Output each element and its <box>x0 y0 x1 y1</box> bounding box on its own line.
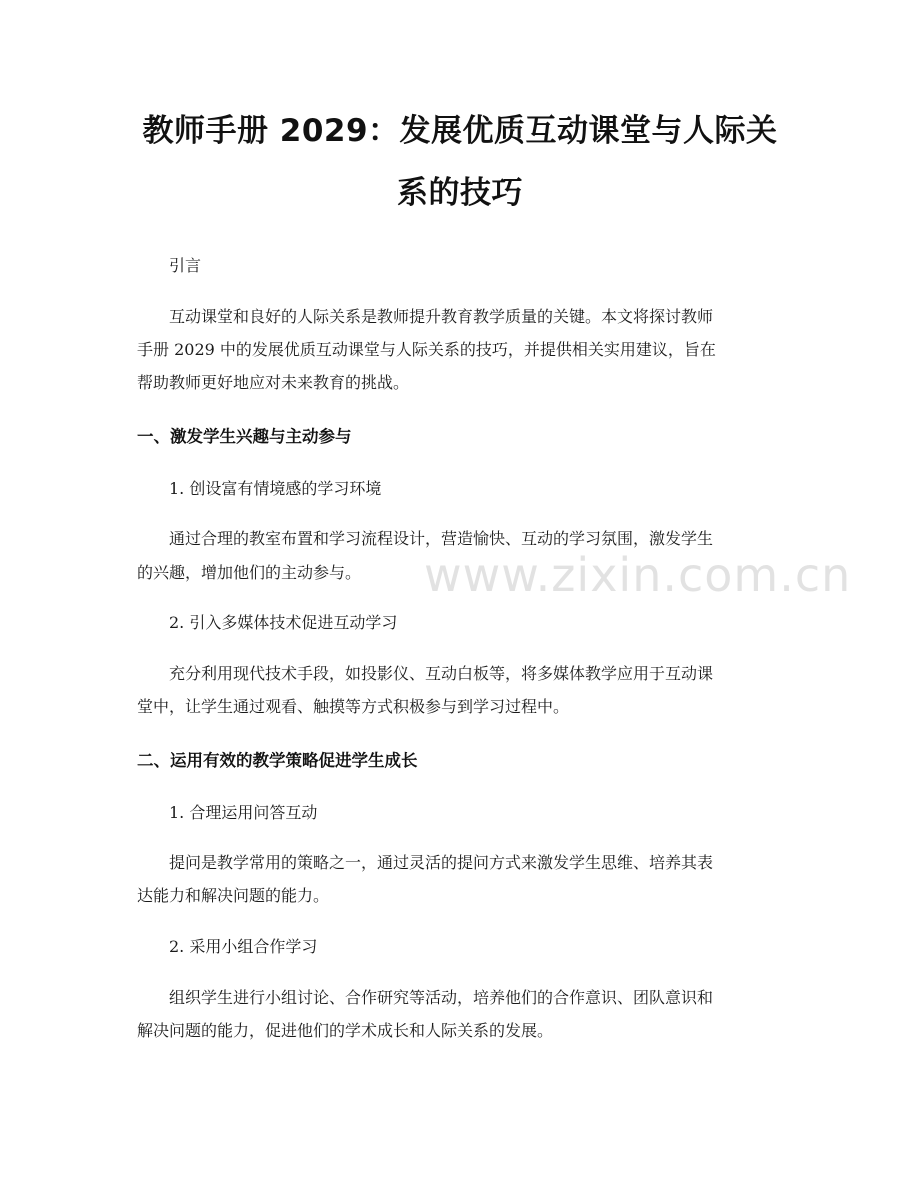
section-2-heading: 二、运用有效的教学策略促进学生成长 <box>137 751 418 770</box>
section-1-item-2-title: 2. 引入多媒体技术促进互动学习 <box>169 613 398 632</box>
section-1-item-2-text: 充分利用现代技术手段，如投影仪、互动白板等，将多媒体教学应用于互动课 <box>169 664 714 683</box>
section-2-item-1-text: 提问是教学常用的策略之一，通过灵活的提问方式来激发学生思维、培养其表 <box>169 853 714 872</box>
document-title <box>120 100 800 224</box>
section-1-item-1-title: 1. 创设富有情境感的学习环境 <box>169 479 382 498</box>
title-line-1: 教师手册 2029：发展优质互动课堂与人际关 <box>142 113 778 149</box>
section-2-item-1-text: 达能力和解决问题的能力。 <box>137 886 330 905</box>
section-2-item-2-title: 2. 采用小组合作学习 <box>169 937 318 956</box>
section-1-item-1-text: 的兴趣，增加他们的主动参与。 <box>137 563 362 582</box>
intro-paragraph-line: 帮助教师更好地应对未来教育的挑战。 <box>137 373 410 392</box>
section-1-item-1-text: 通过合理的教室布置和学习流程设计，营造愉快、互动的学习氛围，激发学生 <box>169 529 714 548</box>
section-2-item-2-text: 组织学生进行小组讨论、合作研究等活动，培养他们的合作意识、团队意识和 <box>169 988 714 1007</box>
intro-paragraph-line: 手册 2029 中的发展优质互动课堂与人际关系的技巧，并提供相关实用建议，旨在 <box>137 340 716 359</box>
section-2-item-1-title: 1. 合理运用问答互动 <box>169 803 318 822</box>
title-line-2: 系的技巧 <box>397 175 523 211</box>
section-1-heading: 一、激发学生兴趣与主动参与 <box>137 427 352 446</box>
section-2-item-2-text: 解决问题的能力，促进他们的学术成长和人际关系的发展。 <box>137 1021 554 1040</box>
watermark: www.zixin.com.cn <box>424 548 852 602</box>
intro-heading: 引言 <box>169 256 202 275</box>
section-1-item-2-text: 堂中，让学生通过观看、触摸等方式积极参与到学习过程中。 <box>137 697 570 716</box>
intro-paragraph-line: 互动课堂和良好的人际关系是教师提升教育教学质量的关键。本文将探讨教师 <box>169 307 714 326</box>
